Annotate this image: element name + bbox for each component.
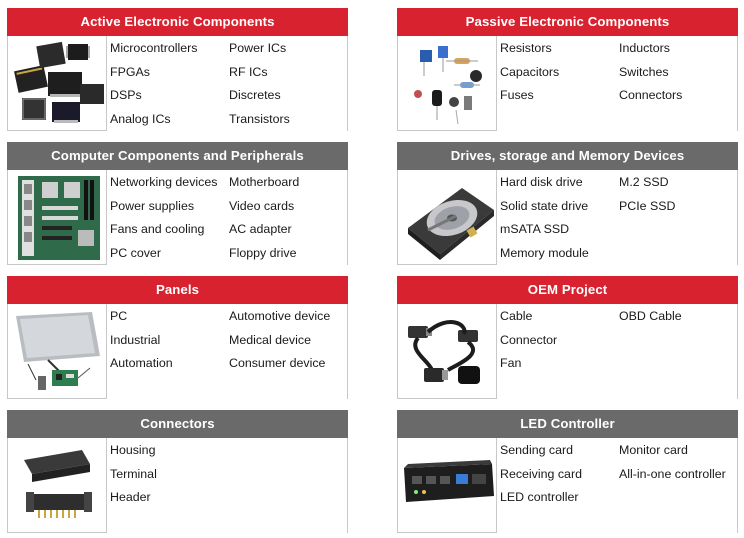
list-item[interactable]: Power ICs [229,41,287,55]
ic-chips-icon [7,36,107,131]
list-item[interactable]: Power supplies [110,199,195,213]
list-item[interactable]: Hard disk drive [500,175,583,189]
list-item[interactable]: Monitor card [619,443,688,457]
list-item[interactable]: Video cards [229,199,295,213]
card-led-controller [397,410,738,533]
list-item[interactable]: mSATA SSD [500,222,570,236]
card-title: Passive Electronic Components [397,8,738,36]
card-title: Active Electronic Components [7,8,348,36]
list-item[interactable]: M.2 SSD [619,175,669,189]
list-item[interactable]: LED controller [500,490,579,504]
list-item[interactable]: RF ICs [229,65,268,79]
obd-cable-icon [397,304,497,399]
list-item[interactable]: Floppy drive [229,246,297,260]
list-item[interactable]: Cable [500,309,533,323]
list-item[interactable]: Automation [110,356,173,370]
card-title: LED Controller [397,410,738,438]
list-item[interactable]: Capacitors [500,65,560,79]
lcd-panel-icon [7,304,107,399]
list-item[interactable]: Sending card [500,443,574,457]
list-item[interactable]: Header [110,490,151,504]
motherboard-icon [7,170,107,265]
list-item[interactable]: Industrial [110,333,161,347]
card-title: Panels [7,276,348,304]
card-title: OEM Project [397,276,738,304]
list-item[interactable]: AC adapter [229,222,292,236]
list-item[interactable]: PCIe SSD [619,199,676,213]
hard-disk-icon [397,170,497,265]
card-title: Connectors [7,410,348,438]
list-item[interactable]: Fuses [500,88,534,102]
list-item[interactable]: All-in-one controller [619,467,726,481]
connector-icon [7,438,107,533]
card-computer-components [7,142,348,265]
card-title: Computer Components and Peripherals [7,142,348,170]
list-item[interactable]: OBD Cable [619,309,682,323]
list-item[interactable]: Switches [619,65,669,79]
list-item[interactable]: Consumer device [229,356,326,370]
card-passive-components [397,8,738,131]
card-drives-storage [397,142,738,265]
list-item[interactable]: Inductors [619,41,670,55]
list-item[interactable]: Analog ICs [110,112,171,126]
list-item[interactable]: Memory module [500,246,589,260]
list-item[interactable]: FPGAs [110,65,150,79]
list-item[interactable]: Terminal [110,467,157,481]
list-item[interactable]: Housing [110,443,156,457]
led-controller-icon [397,438,497,533]
card-active-components [7,8,348,131]
list-item[interactable]: Discretes [229,88,281,102]
list-item[interactable]: PC [110,309,128,323]
list-item[interactable]: Motherboard [229,175,300,189]
list-item[interactable]: Networking devices [110,175,218,189]
list-item[interactable]: Connectors [619,88,683,102]
list-item[interactable]: PC cover [110,246,161,260]
list-item[interactable]: Medical device [229,333,311,347]
list-item[interactable]: Transistors [229,112,290,126]
card-panels [7,276,348,399]
list-item[interactable]: Solid state drive [500,199,589,213]
list-item[interactable]: Automotive device [229,309,331,323]
passive-components-icon [397,36,497,131]
list-item[interactable]: Fan [500,356,522,370]
card-title: Drives, storage and Memory Devices [397,142,738,170]
list-item[interactable]: DSPs [110,88,142,102]
list-item[interactable]: Microcontrollers [110,41,198,55]
list-item[interactable]: Fans and cooling [110,222,205,236]
card-oem-project [397,276,738,399]
list-item[interactable]: Resistors [500,41,552,55]
list-item[interactable]: Receiving card [500,467,582,481]
card-connectors [7,410,348,533]
list-item[interactable]: Connector [500,333,558,347]
